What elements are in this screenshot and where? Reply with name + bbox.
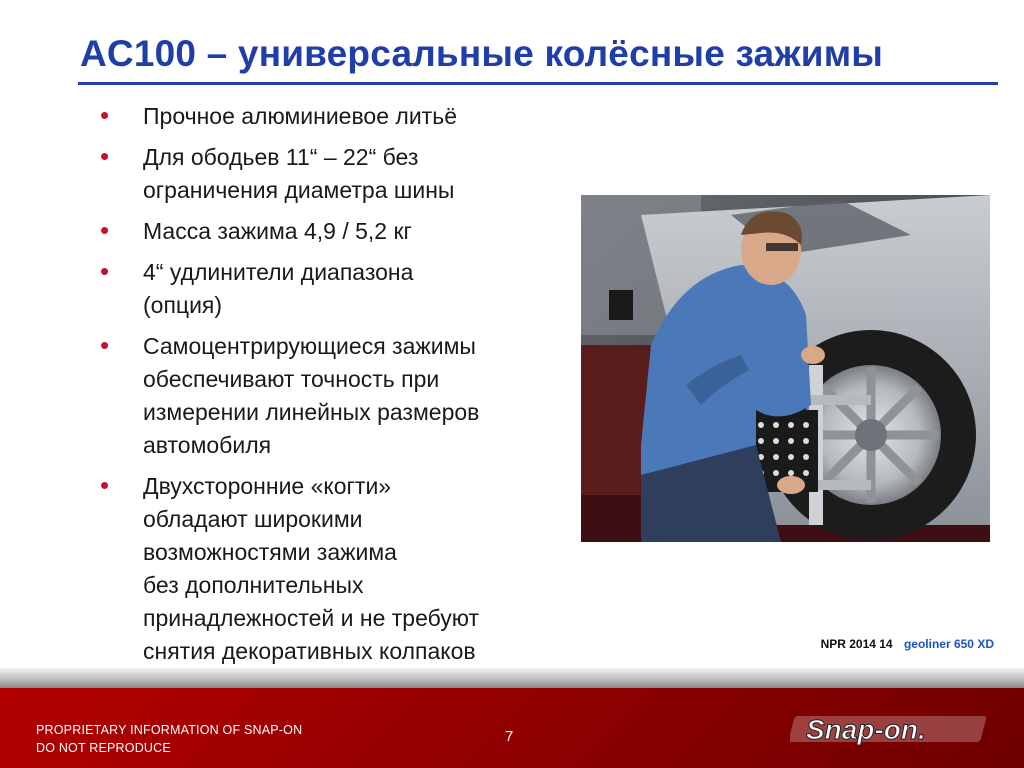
bullet-line: Масса зажима 4,9 / 5,2 кг (143, 218, 412, 244)
footer-divider-band (0, 668, 1024, 688)
snap-on-logo-text: Snap-on. (806, 714, 926, 745)
bullet-line: Самоцентрирующиеся зажимы (143, 333, 476, 359)
bullet-dot-icon: • (100, 100, 110, 130)
bullet-item (100, 256, 570, 322)
caption-brand: geoliner 650 XD (903, 637, 994, 651)
footer-bar (0, 688, 1024, 768)
bullet-line: обладают широкими (143, 506, 363, 532)
bullet-line: 4“ удлинители диапазона (143, 259, 414, 285)
slide-title: AC100 – универсальные колёсные зажимы (80, 33, 884, 74)
bullet-line: измерении линейных размеров (143, 399, 480, 425)
bullet-item (100, 215, 570, 248)
technician-wheel-clamp-photo (581, 195, 990, 542)
bullet-item (100, 141, 570, 207)
bullet-line: снятия декоративных колпаков (143, 638, 476, 664)
snap-on-logo (790, 712, 990, 751)
bullet-dot-icon: • (100, 330, 110, 360)
bullet-line: Для ободьев 11“ – 22“ без (143, 144, 419, 170)
bullet-line: (опция) (143, 292, 223, 318)
proprietary-line: DO NOT REPRODUCE (36, 741, 171, 755)
page-number: 7 (505, 728, 514, 745)
bullet-line: без дополнительных (143, 572, 364, 598)
proprietary-line: PROPRIETARY INFORMATION OF SNAP-ON (36, 723, 303, 737)
title-underline (78, 82, 998, 85)
proprietary-notice (36, 721, 302, 757)
bullet-dot-icon: • (100, 215, 110, 245)
bullet-item (100, 100, 570, 133)
bullet-line: Двухсторонние «когти» (143, 473, 392, 499)
bullet-list (100, 100, 570, 676)
bullet-dot-icon: • (100, 470, 110, 500)
bullet-line: обеспечивают точность при (143, 366, 440, 392)
bullet-line: ограничения диаметра шины (143, 177, 455, 203)
bullet-item (100, 330, 570, 462)
bullet-dot-icon: • (100, 256, 110, 286)
bullet-line: автомобиля (143, 432, 272, 458)
bullet-item (100, 470, 570, 668)
bullet-line: принадлежностей и не требуют (143, 605, 480, 631)
bullet-dot-icon: • (100, 141, 110, 171)
bullet-line: Прочное алюминиевое литьё (143, 103, 457, 129)
bullet-line: возможностями зажима (143, 539, 397, 565)
photo-caption (821, 637, 994, 651)
caption-npr-code: NPR 2014 14 (820, 637, 893, 651)
